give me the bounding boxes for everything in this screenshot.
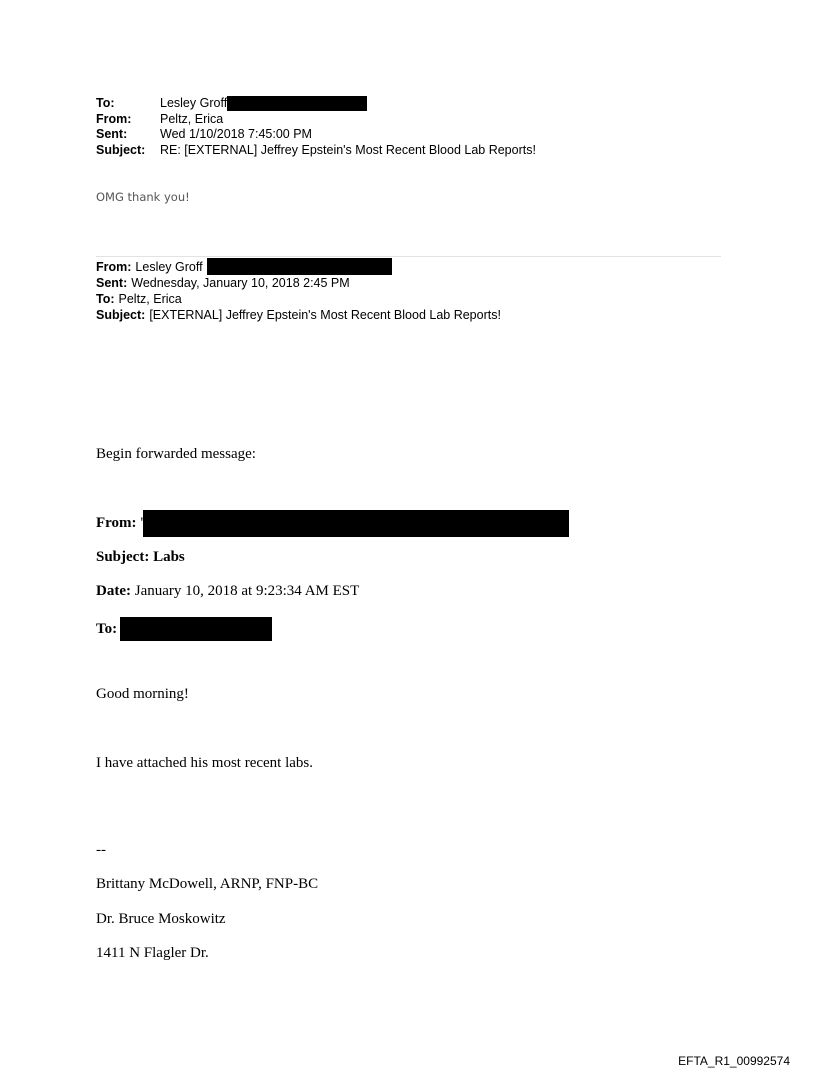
forward-intro: Begin forwarded message:: [96, 446, 256, 462]
divider: [96, 256, 721, 257]
forward-subject-line: Subject: Labs: [96, 549, 185, 565]
quoted-subject-label: Subject:: [96, 308, 146, 322]
subject-label: Subject:: [96, 142, 146, 157]
quoted-header: [96, 258, 501, 323]
sent-value: Wed 1/10/2018 7:45:00 PM: [160, 127, 312, 141]
from-label: From:: [96, 111, 132, 126]
signature-separator: --: [96, 842, 106, 858]
subject-value: RE: [EXTERNAL] Jeffrey Epstein's Most Recent Blood Lab Reports!: [160, 142, 536, 157]
quoted-from-row: [96, 258, 501, 275]
header-to-row: [96, 96, 536, 112]
redaction-block: [207, 258, 392, 275]
quoted-from-label: From:: [96, 259, 132, 274]
signature-address: 1411 N Flagler Dr.: [96, 945, 209, 961]
signature-org: Dr. Bruce Moskowitz: [96, 911, 226, 927]
header-subject-row: [96, 143, 536, 159]
forward-to-label: To:: [96, 620, 118, 637]
redaction-block: [227, 96, 367, 111]
quoted-to-value: Peltz, Erica: [118, 292, 182, 306]
forward-to-row: [96, 617, 272, 641]
sent-label: Sent:: [96, 127, 128, 141]
forward-from-label: From:: [96, 515, 137, 531]
quoted-sent-value: Wednesday, January 10, 2018 2:45 PM: [131, 276, 350, 290]
signature-name: Brittany McDowell, ARNP, FNP-BC: [96, 876, 319, 892]
to-value: [160, 96, 367, 112]
header-sent-row: [96, 127, 536, 143]
greeting: Good morning!: [96, 686, 189, 702]
forward-from-prefix: ': [140, 515, 144, 531]
header-from-row: [96, 112, 536, 128]
message-body: I have attached his most recent labs.: [96, 755, 314, 771]
to-label: To:: [96, 96, 115, 110]
forward-from-row: [96, 510, 569, 537]
quoted-sent-label: Sent:: [96, 276, 128, 290]
quoted-to-row: [96, 291, 501, 307]
quoted-from-value: Lesley Groff: [135, 259, 203, 274]
reply-body: OMG thank you!: [96, 190, 190, 204]
quoted-subject-row: [96, 307, 501, 323]
quoted-to-label: To:: [96, 292, 115, 306]
to-name: Lesley Groff: [160, 96, 228, 110]
redaction-block: [140, 510, 569, 537]
email-header: [96, 96, 536, 158]
quoted-sent-row: [96, 275, 501, 291]
redaction-block: [120, 617, 272, 641]
forward-subject-row: [96, 549, 185, 566]
document-id: EFTA_R1_00992574: [678, 1054, 790, 1068]
forward-date-value: January 10, 2018 at 9:23:34 AM EST: [134, 583, 360, 599]
from-value: Peltz, Erica: [160, 111, 224, 126]
forward-date-row: [96, 583, 359, 600]
forward-date-label: Date:: [96, 583, 131, 599]
quoted-subject-value: [EXTERNAL] Jeffrey Epstein's Most Recent Blood Lab Reports!: [149, 308, 501, 322]
